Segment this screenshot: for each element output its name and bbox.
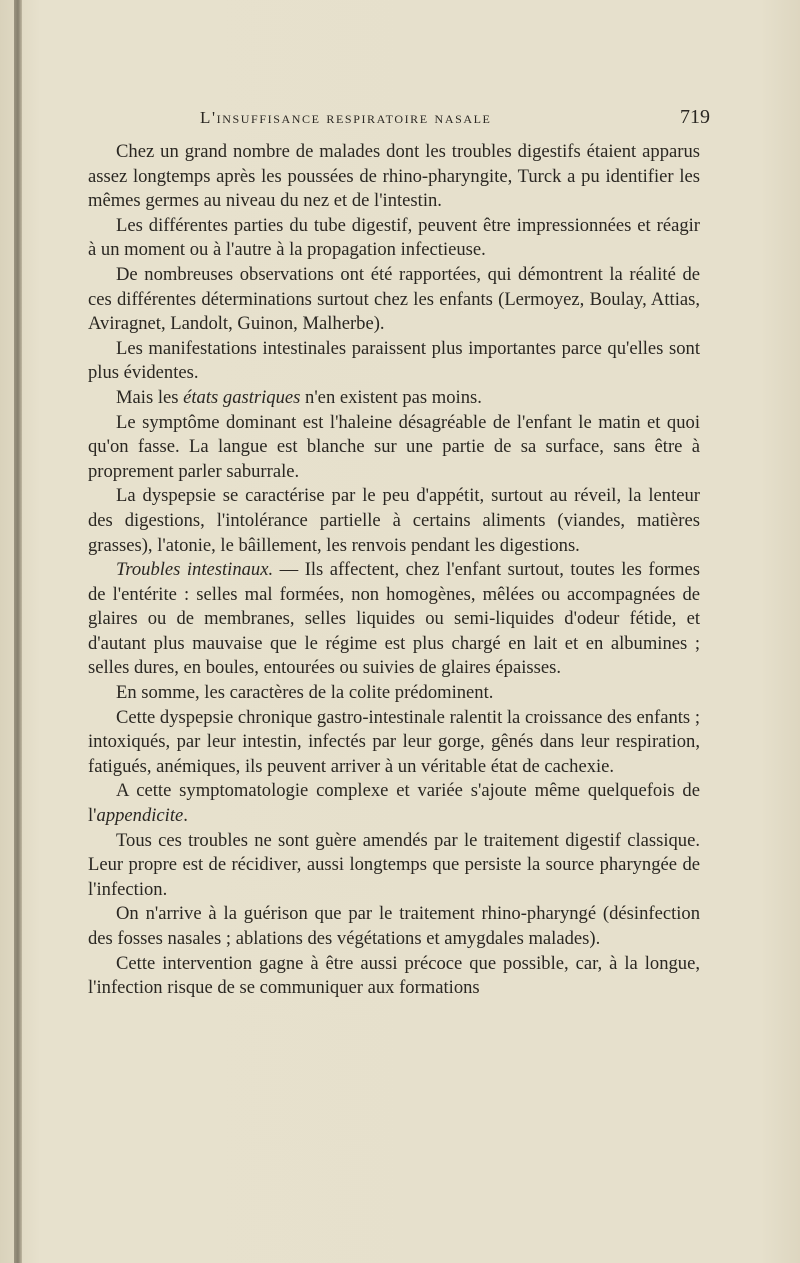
paragraph	[88, 829, 700, 903]
body-text	[88, 140, 700, 1001]
paragraph	[88, 214, 700, 263]
paragraph	[88, 263, 700, 337]
paragraph	[88, 681, 700, 706]
italic-text: Troubles intestinaux.	[116, 559, 274, 581]
text-run: La dyspepsie se caractérise par le peu d'appétit, surtout au réveil, la lenteur des digestions, l'intolérance partielle à certains aliments (viandes, matières grasses), l'atonie, le bâillement, les renvois pendant les digestions.	[88, 485, 700, 556]
paragraph	[88, 952, 700, 1001]
italic-text: appendicite	[96, 805, 184, 827]
text-run: Chez un grand nombre de malades dont les troubles digestifs étaient apparus assez longtemps après les poussées de rhino-pharyngite, Turck a pu identifier les mêmes germes au niveau du nez et de l'intestin.	[88, 141, 700, 212]
binding-edge	[14, 0, 22, 1263]
text-run: .	[183, 805, 188, 827]
text-run: Le symptôme dominant est l'haleine désagréable de l'enfant le matin et quoi qu'on fasse. La langue est blanche sur une partie de sa surface, sans être à proprement parler saburrale.	[88, 411, 700, 482]
paragraph	[88, 484, 700, 558]
text-run: — Ils affectent, chez l'enfant surtout, toutes les formes de l'entérite : selles mal formées, non homogènes, mêlées ou accompagnées de glaires ou de membranes, selles liquides ou semi-liquides d'odeur fétide, et d'autant plus mauvaise que le régime est plus chargé en lait et en albumines ; selles dures, en boules, entourées ou suivies de glaires épaisses.	[88, 559, 701, 679]
paragraph	[88, 337, 700, 386]
paragraph	[88, 558, 700, 681]
text-run: De nombreuses observations ont été rapportées, qui démontrent la réalité de ces différentes déterminations surtout chez les enfants (Lermoyez, Boulay, Attias, Aviragnet, Landolt, Guinon, Malherbe).	[88, 263, 700, 335]
paragraph	[88, 902, 700, 951]
paragraph	[88, 779, 700, 828]
paragraph	[88, 411, 700, 485]
text-run: Tous ces troubles ne sont guère amendés par le traitement digestif classique. Leur propre est de récidiver, aussi longtemps que persiste la source pharyngée de l'infection.	[88, 829, 700, 900]
italic-text: états gastriques	[183, 386, 301, 408]
text-run: On n'arrive à la guérison que par le traitement rhino-pharyngé (désinfection des fosses nasales ; ablations des végétations et amygdales malades).	[88, 903, 700, 949]
page-number: 719	[680, 106, 710, 128]
text-run: En somme, les caractères de la colite prédominent.	[116, 682, 494, 704]
page-header	[200, 108, 710, 138]
text-run: Cette intervention gagne à être aussi précoce que possible, car, à la longue, l'infection risque de se communiquer aux formations	[88, 952, 700, 999]
text-run: Cette dyspepsie chronique gastro-intestinale ralentit la croissance des enfants ; intoxiqués, par leur intestin, infectés par leur gorge, gênés dans leur respiration, fatigués, anémiques, ils peuvent arriver à un véritable état de cachexie.	[88, 706, 700, 777]
text-run: A cette symptomatologie complexe et variée s'ajoute même quelquefois de l'	[88, 780, 700, 827]
text-run: Les manifestations intestinales paraissent plus importantes parce qu'elles sont plus évidentes.	[88, 337, 700, 384]
text-run: Mais les	[116, 386, 184, 408]
running-title: L'insuffisance respiratoire nasale	[200, 108, 492, 127]
text-run: n'en existent pas moins.	[300, 386, 482, 408]
paragraph	[88, 386, 700, 411]
paragraph	[88, 706, 700, 780]
paragraph	[88, 140, 700, 214]
text-run: Les différentes parties du tube digestif, peuvent être impressionnées et réagir à un moment ou à l'autre à la propagation infectieuse.	[88, 214, 700, 261]
